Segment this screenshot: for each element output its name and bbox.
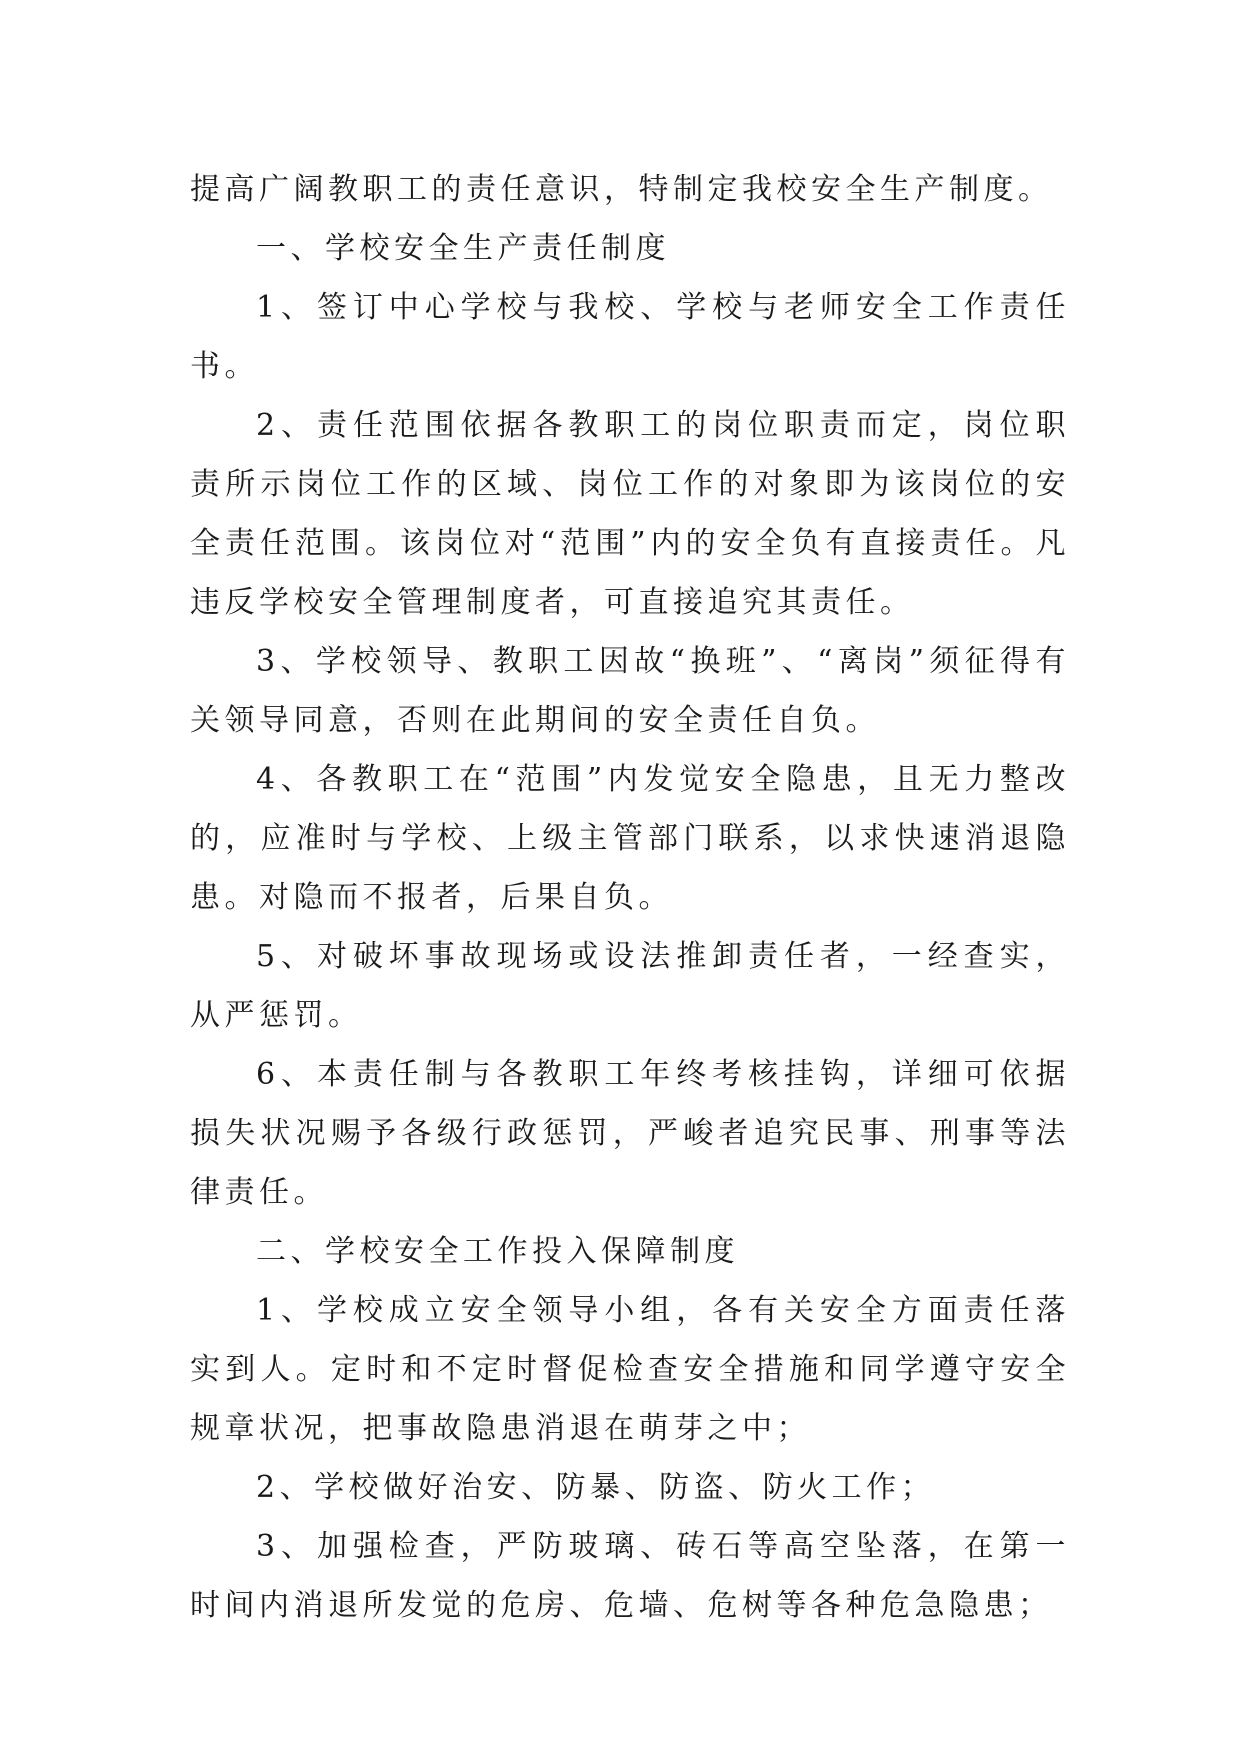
section-heading-1: 一、学校安全生产责任制度 bbox=[256, 231, 670, 266]
paragraph-2-1: 1、学校成立安全领导小组，各有关安全方面责任落实到人。定时和不定时督促检查安全措施和同学遵守安全规章状况，把事故隐患消退在萌芽之中； bbox=[190, 1293, 1070, 1446]
paragraph-1-5: 5、对破坏事故现场或设法推卸责任者，一经查实，从严惩罚。 bbox=[190, 939, 1070, 1033]
paragraph-intro-tail: 提高广阔教职工的责任意识，特制定我校安全生产制度。 bbox=[190, 172, 1053, 207]
paragraph-1-4: 4、各教职工在“范围”内发觉安全隐患，且无力整改的，应准时与学校、上级主管部门联系，以求快速消退隐患。对隐而不报者，后果自负。 bbox=[190, 762, 1070, 915]
paragraph-2-2: 2、学校做好治安、防暴、防盗、防火工作； bbox=[256, 1470, 936, 1505]
paragraph-2-3: 3、加强检查，严防玻璃、砖石等高空坠落，在第一时间内消退所发觉的危房、危墙、危树等各种危急隐患； bbox=[190, 1529, 1070, 1623]
section-heading-2: 二、学校安全工作投入保障制度 bbox=[256, 1234, 739, 1269]
paragraph-1-1: 1、签订中心学校与我校、学校与老师安全工作责任书。 bbox=[190, 290, 1070, 384]
document-body bbox=[190, 160, 1070, 1635]
paragraph-1-6: 6、本责任制与各教职工年终考核挂钩，详细可依据损失状况赐予各级行政惩罚，严峻者追究民事、刑事等法律责任。 bbox=[190, 1057, 1070, 1210]
paragraph-1-3: 3、学校领导、教职工因故“换班”、“离岗”须征得有关领导同意，否则在此期间的安全责任自负。 bbox=[190, 644, 1070, 738]
paragraph-1-2: 2、责任范围依据各教职工的岗位职责而定，岗位职责所示岗位工作的区域、岗位工作的对象即为该岗位的安全责任范围。该岗位对“范围”内的安全负有直接责任。凡违反学校安全管理制度者，可直接追究其责任。 bbox=[190, 408, 1070, 620]
